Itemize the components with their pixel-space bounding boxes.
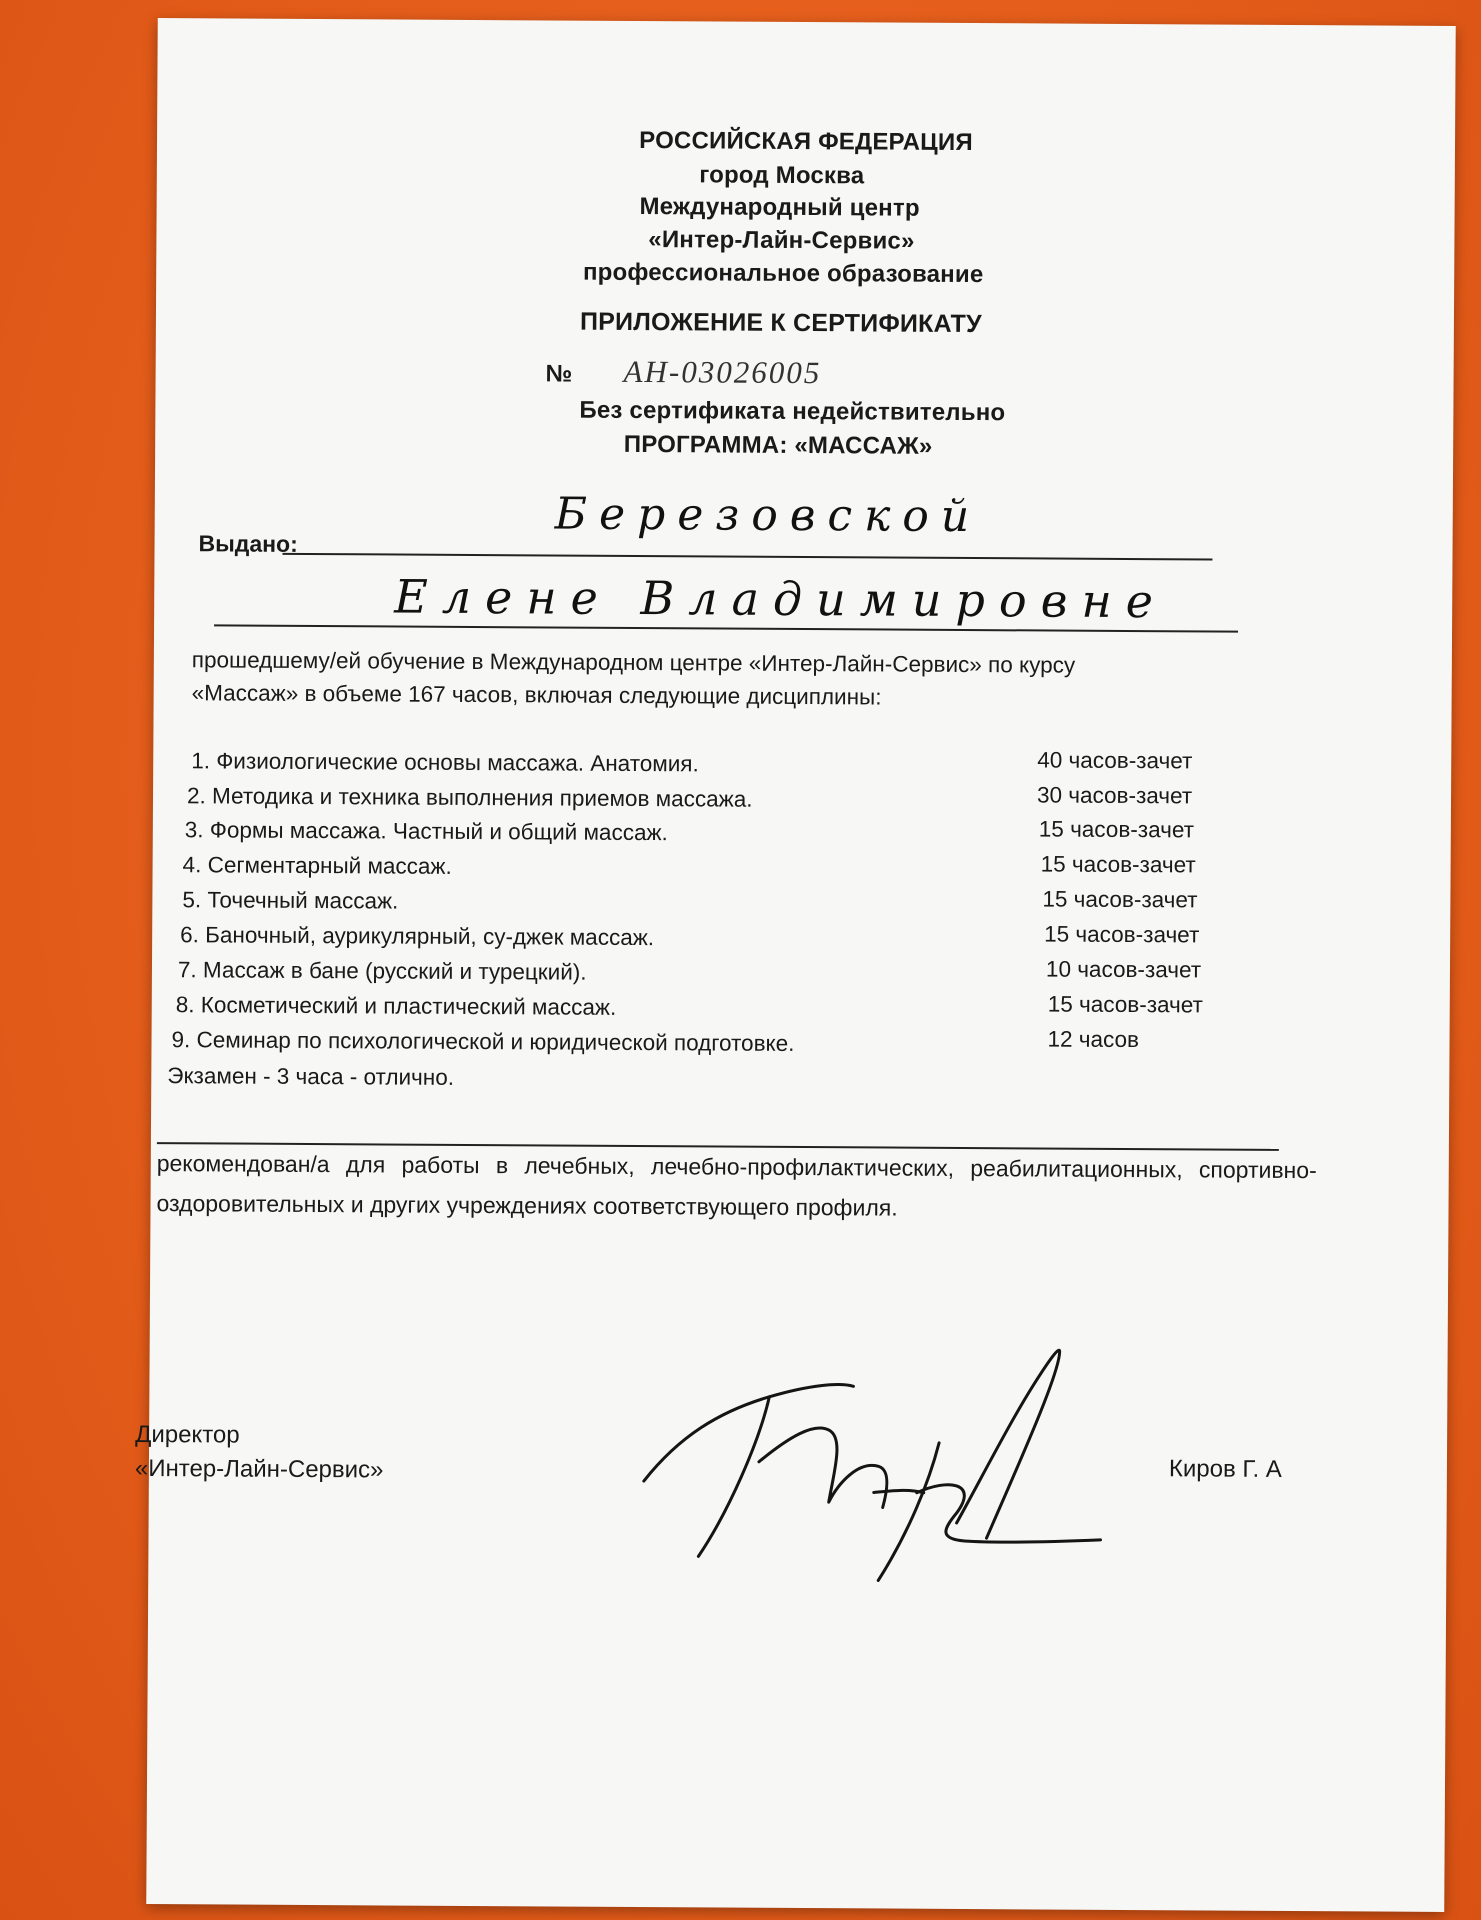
discipline-name: 3. Формы массажа. Частный и общий массаж. — [184, 817, 668, 846]
discipline-hours: 12 часов — [1047, 1026, 1140, 1053]
exam-result: Экзамен - 3 часа - отлично. — [167, 1063, 455, 1090]
city-line: город Москва — [699, 161, 865, 190]
discipline-hours: 15 часов-зачет — [1042, 886, 1198, 913]
discipline-name: 7. Массаж в бане (русский и турецкий). — [177, 957, 587, 985]
discipline-hours: 15 часов-зачет — [1040, 851, 1196, 878]
recommendation-text: рекомендован/а для работы в лечебных, лечебно-профилактических, реабилитационных, спортивно-оздоровительных и других учреждениях соответствующего профиля. — [156, 1150, 1317, 1221]
director-signature-icon — [638, 1341, 1110, 1594]
number-label: № — [545, 360, 573, 388]
validity-note: Без сертификата недействительно — [579, 396, 1006, 427]
discipline-name: 1. Физиологические основы массажа. Анатомия. — [191, 748, 699, 777]
director-name: Киров Г. А — [1168, 1455, 1282, 1483]
surname-underline — [282, 553, 1212, 561]
intro-line-1: прошедшему/ей обучение в Международном центре «Интер-Лайн-Сервис» по курсу — [191, 647, 1076, 678]
discipline-name: 8. Косметический и пластический массаж. — [175, 992, 617, 1020]
discipline-name: 5. Точечный массаж. — [182, 887, 399, 914]
center-name-line: Международный центр — [639, 192, 920, 222]
discipline-hours: 15 часов-зачет — [1044, 921, 1200, 948]
discipline-name: 6. Баночный, аурикулярный, су-джек массаж. — [180, 922, 655, 951]
discipline-name: 9. Семинар по психологической и юридической подготовке. — [171, 1027, 795, 1056]
director-title: Директор — [135, 1420, 240, 1449]
country-heading: РОССИЙСКАЯ ФЕДЕРАЦИЯ — [639, 126, 973, 157]
program-title: ПРОГРАММА: «МАССАЖ» — [623, 430, 933, 460]
certificate-appendix-sheet — [134, 18, 1455, 1912]
issued-label: Выдано: — [198, 530, 298, 557]
discipline-hours: 15 часов-зачет — [1038, 816, 1195, 843]
education-type: профессиональное образование — [582, 258, 984, 289]
document-title: ПРИЛОЖЕНИЕ К СЕРТИФИКАТУ — [579, 307, 982, 339]
discipline-hours: 30 часов-зачет — [1036, 782, 1193, 809]
intro-line-2: «Массаж» в объеме 167 часов, включая следующие дисциплины: — [191, 680, 882, 710]
certificate-number: АН-03026005 — [623, 353, 822, 391]
discipline-hours: 15 часов-зачет — [1047, 991, 1203, 1018]
recipient-given-names: Елене Владимировне — [394, 569, 1168, 629]
director-organization: «Интер-Лайн-Сервис» — [134, 1454, 384, 1484]
discipline-hours: 40 часов-зачет — [1037, 747, 1193, 774]
discipline-name: 4. Сегментарный массаж. — [182, 852, 452, 879]
organization-name: «Интер-Лайн-Сервис» — [648, 226, 915, 255]
recipient-surname: Березовской — [554, 488, 982, 543]
discipline-name: 2. Методика и техника выполнения приемов массажа. — [186, 783, 753, 812]
discipline-hours: 10 часов-зачет — [1045, 956, 1202, 983]
